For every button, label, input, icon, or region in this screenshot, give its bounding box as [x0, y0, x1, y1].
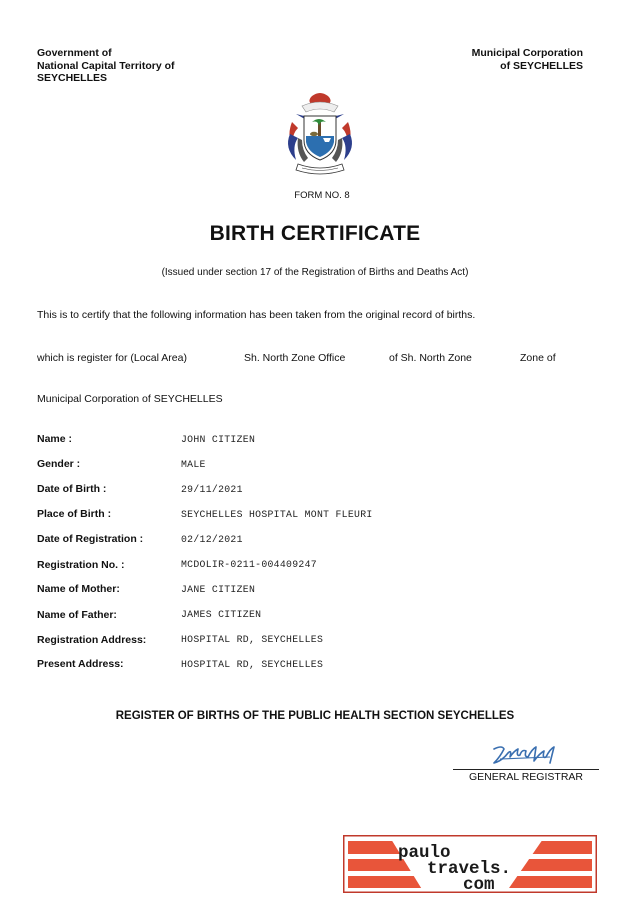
field-value: HOSPITAL RD, SEYCHELLES [181, 659, 324, 670]
field-label: Date of Registration : [37, 533, 144, 545]
field-value: JOHN CITIZEN [181, 434, 256, 445]
field-value: JANE CITIZEN [181, 584, 256, 595]
form-number: FORM NO. 8 [294, 190, 350, 201]
field-label: Place of Birth : [37, 508, 112, 520]
certify-text: This is to certify that the following information has been taken from the original record of births. [37, 309, 476, 321]
register-prefix: which is register for (Local Area) [37, 352, 187, 364]
signature-line [453, 769, 599, 770]
header-municipal [472, 47, 583, 72]
field-label: Registration Address: [37, 634, 147, 646]
logo-text-line: travels. [427, 859, 512, 879]
field-label: Date of Birth : [37, 483, 107, 495]
register-of-zone: of Sh. North Zone [389, 352, 472, 364]
header-right-line: Municipal Corporation [471, 47, 583, 59]
corporation-line: Municipal Corporation of SEYCHELLES [37, 393, 223, 405]
field-label: Name of Father: [37, 609, 117, 621]
header-right-line: of SEYCHELLES [500, 59, 583, 72]
field-value: MALE [181, 459, 206, 470]
header-left-line: National Capital Territory of [37, 59, 175, 72]
signature-icon [490, 743, 562, 767]
field-label: Name : [37, 433, 73, 445]
coat-of-arms-icon [282, 92, 358, 178]
field-value: SEYCHELLES HOSPITAL MONT FLEURI [181, 509, 373, 520]
header-left-line: SEYCHELLES [37, 72, 108, 84]
header-left-line: Government of [37, 47, 112, 59]
field-label: Name of Mother: [37, 583, 120, 595]
registrar-title: GENERAL REGISTRAR [469, 771, 583, 783]
field-value: HOSPITAL RD, SEYCHELLES [181, 634, 324, 645]
logo-text-line: paulo [398, 843, 451, 863]
page-title: BIRTH CERTIFICATE [209, 222, 421, 245]
register-title: REGISTER OF BIRTHS OF THE PUBLIC HEALTH SECTION SEYCHELLES [115, 710, 515, 722]
field-label: Gender : [37, 458, 81, 470]
subtitle: (Issued under section 17 of the Registration of Births and Deaths Act) [161, 267, 469, 278]
register-zone-of: Zone of [520, 352, 556, 364]
register-office: Sh. North Zone Office [244, 352, 346, 364]
paulo-travels-logo [343, 835, 597, 893]
field-value: JAMES CITIZEN [181, 609, 262, 620]
logo-text-line: com [463, 875, 495, 893]
field-label: Present Address: [37, 658, 124, 670]
field-value: MCDOLIR-0211-004409247 [181, 559, 317, 570]
field-value: 02/12/2021 [181, 534, 243, 545]
field-value: 29/11/2021 [181, 484, 243, 495]
field-label: Registration No. : [37, 559, 125, 571]
header-government [37, 47, 175, 85]
